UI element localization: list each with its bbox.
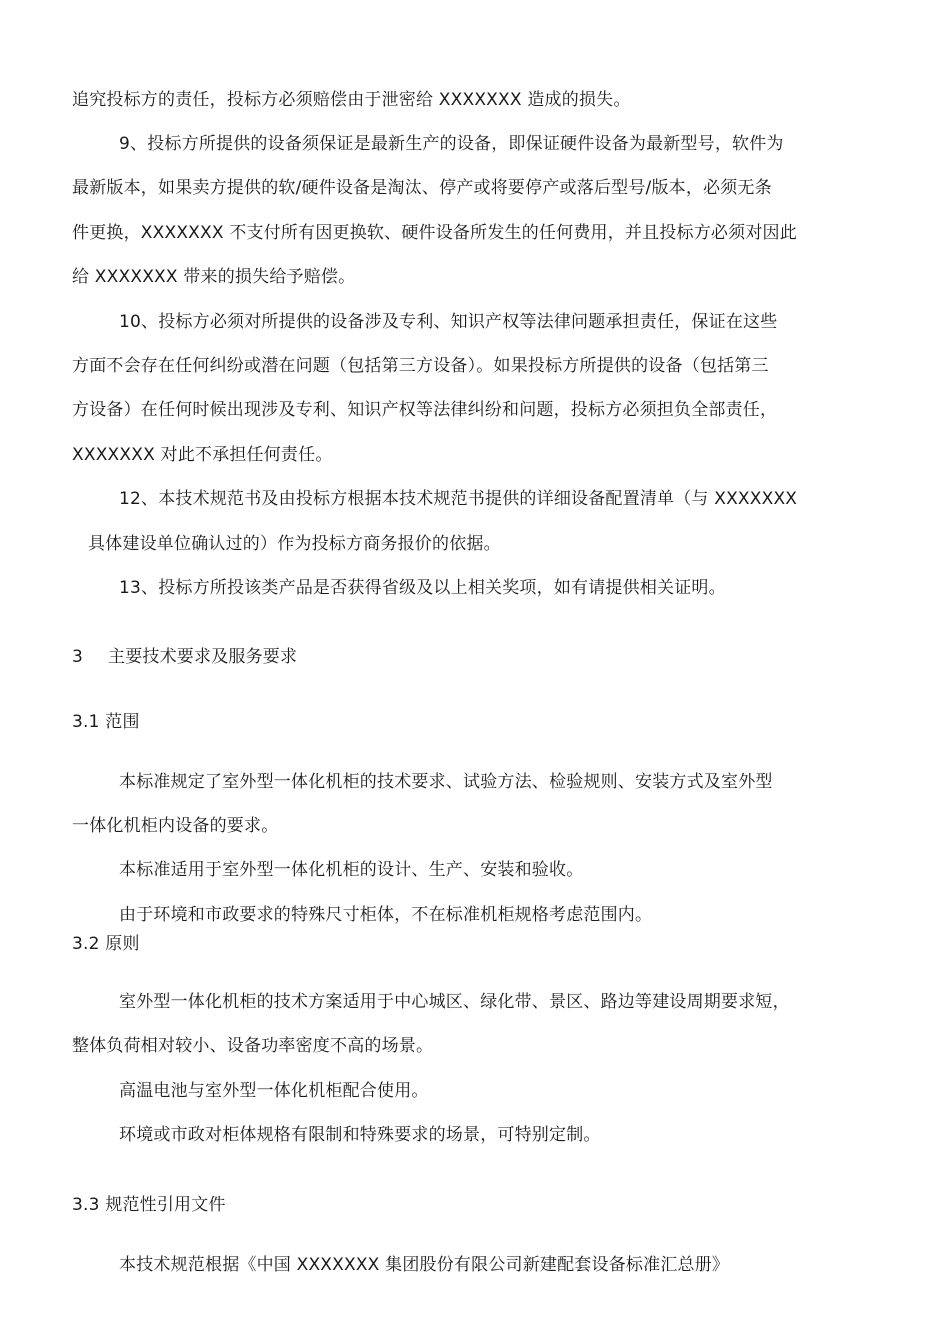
paragraph-line: 给 XXXXXXX 带来的损失给予赔偿。 — [72, 267, 356, 287]
paragraph-line: 室外型一体化机柜的技术方案适用于中心城区、绿化带、景区、路边等建设周期要求短， — [119, 992, 790, 1012]
paragraph-line: 本标准规定了室外型一体化机柜的技术要求、试验方法、检验规则、安装方式及室外型 — [119, 772, 773, 792]
paragraph-line: 13、投标方所投该类产品是否获得省级及以上相关奖项，如有请提供相关证明。 — [119, 578, 726, 598]
paragraph-line: 本技术规范根据《中国 XXXXXXX 集团股份有限公司新建配套设备标准汇总册》 — [119, 1255, 730, 1275]
paragraph-line: 方设备）在任何时候出现涉及专利、知识产权等法律纠纷和问题，投标方必须担负全部责任， — [72, 400, 778, 420]
subsection-heading-3-2: 3.2 原则 — [72, 934, 140, 954]
section-number: 3 — [72, 647, 84, 667]
paragraph-line: 最新版本，如果卖方提供的软/硬件设备是淘汰、停产或将要停产或落后型号/版本，必须无条 — [72, 178, 772, 198]
paragraph-line: 高温电池与室外型一体化机柜配合使用。 — [119, 1081, 429, 1101]
paragraph-line: XXXXXXX 对此不承担任何责任。 — [72, 445, 333, 465]
paragraph-line: 一体化机柜内设备的要求。 — [72, 816, 279, 836]
paragraph-line: 环境或市政对柜体规格有限制和特殊要求的场景，可特别定制。 — [119, 1125, 601, 1145]
section-title: 主要技术要求及服务要求 — [108, 647, 298, 667]
paragraph-line: 方面不会存在任何纠纷或潜在问题（包括第三方设备）。如果投标方所提供的设备（包括第三 — [72, 356, 769, 376]
section-heading — [72, 645, 908, 669]
paragraph-line: 9、投标方所提供的设备须保证是最新生产的设备，即保证硬件设备为最新型号，软件为 — [119, 134, 784, 154]
paragraph-line: 本标准适用于室外型一体化机柜的设计、生产、安装和验收。 — [119, 860, 584, 880]
paragraph-line: 10、投标方必须对所提供的设备涉及专利、知识产权等法律问题承担责任，保证在这些 — [119, 312, 778, 332]
subsection-heading-3-1: 3.1 范围 — [72, 712, 140, 732]
paragraph-line: 12、本技术规范书及由投标方根据本技术规范书提供的详细设备配置清单（与 XXXXXXX — [119, 489, 798, 509]
paragraph-line: 整体负荷相对较小、设备功率密度不高的场景。 — [72, 1036, 434, 1056]
paragraph-line: 由于环境和市政要求的特殊尺寸柜体，不在标准机柜规格考虑范围内。 — [119, 905, 653, 925]
paragraph-line: 件更换，XXXXXXX 不支付所有因更换软、硬件设备所发生的任何费用，并且投标方必须对因此 — [72, 223, 797, 243]
paragraph-line: 追究投标方的责任，投标方必须赔偿由于泄密给 XXXXXXX 造成的损失。 — [72, 90, 631, 110]
paragraph-line: 具体建设单位确认过的）作为投标方商务报价的依据。 — [88, 534, 501, 554]
subsection-heading-3-3: 3.3 规范性引用文件 — [72, 1195, 226, 1215]
